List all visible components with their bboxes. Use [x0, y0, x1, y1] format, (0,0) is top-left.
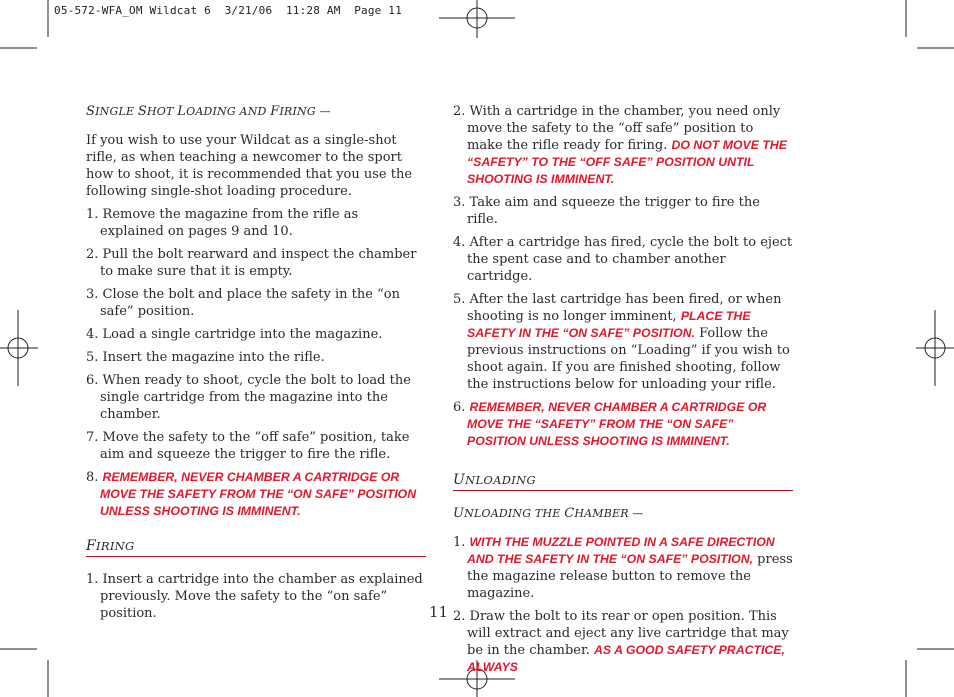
- firing-step-4: 4. After a cartridge has fired, cycle the bolt to eject the spent case and to chamber another cartridge.: [453, 235, 793, 284]
- safety-warning: AS A GOOD SAFETY PRACTICE, ALWAYS: [467, 643, 785, 674]
- unloading-step-1: 1. WITH THE MUZZLE POINTED IN A SAFE DIRECTION AND THE SAFETY IN THE “ON SAFE” POSITION, press the magazine release button to remove the magazine.: [453, 535, 793, 601]
- page-number: 11: [428, 603, 449, 621]
- safety-warning: REMEMBER, NEVER CHAMBER A CARTRIDGE OR MOVE THE “SAFETY” FROM THE “ON SAFE” POSITION UNLESS SHOOTING IS IMMINENT.: [467, 400, 767, 448]
- single-shot-intro: If you wish to use your Wildcat as a single-shot rifle, as when teaching a newcomer to the sport how to shoot, it is recommended that you use the following single-shot loading procedure.: [86, 133, 413, 199]
- single-shot-step-7: 7. Move the safety to the “off safe” position, take aim and squeeze the trigger to fire the rifle.: [86, 430, 410, 462]
- safety-warning: PLACE THE SAFETY IN THE “ON SAFE” POSITION.: [467, 309, 751, 340]
- unloading-chamber-heading: UNLOADING THE CHAMBER —: [453, 506, 644, 521]
- unloading-step-2: 2. Draw the bolt to its rear or open position. This will extract and eject any live cartridge that may be in the chamber. AS A GOOD SAFETY PRACTICE, ALWAYS: [453, 609, 789, 674]
- single-shot-step-2: 2. Pull the bolt rearward and inspect the chamber to make sure that it is empty.: [86, 247, 417, 279]
- safety-warning: REMEMBER, NEVER CHAMBER A CARTRIDGE OR MOVE THE SAFETY FROM THE “ON SAFE” POSITION UNLESS SHOOTING IS IMMINENT.: [100, 470, 417, 518]
- single-shot-step-6: 6. When ready to shoot, cycle the bolt to load the single cartridge from the magazine into the chamber.: [86, 373, 411, 422]
- registration-mark-top: [439, 0, 515, 38]
- firing-heading: FIRING: [86, 538, 426, 557]
- single-shot-step-8: 8. REMEMBER, NEVER CHAMBER A CARTRIDGE OR MOVE THE SAFETY FROM THE “ON SAFE” POSITION UNLESS SHOOTING IS IMMINENT.: [86, 470, 417, 518]
- single-shot-loading-heading: SINGLE SHOT LOADING AND FIRING —: [86, 104, 331, 119]
- firing-step-5: 5. After the last cartridge has been fired, or when shooting is no longer imminent, PLACE THE SAFETY IN THE “ON SAFE” POSITION. Follow the previous instructions on “Loading” if you wish to shoot again. If you are finished shooting, follow the instructions below for unloading your rifle.: [453, 292, 790, 392]
- firing-step-2: 2. With a cartridge in the chamber, you need only move the safety to the “off safe” position to make the rifle ready for firing. DO NOT MOVE THE “SAFETY” TO THE “OFF SAFE” POSITION UNTIL SHOOTING IS IMMINENT.: [453, 104, 787, 186]
- firing-step-1: 1. Insert a cartridge into the chamber as explained previously. Move the safety to the “on safe” position.: [86, 572, 423, 621]
- unloading-heading: UNLOADING: [453, 472, 793, 491]
- left-column: [86, 103, 426, 628]
- single-shot-step-4: 4. Load a single cartridge into the magazine.: [86, 327, 383, 342]
- firing-step-3: 3. Take aim and squeeze the trigger to fire the rifle.: [453, 195, 760, 227]
- firing-step-6: 6. REMEMBER, NEVER CHAMBER A CARTRIDGE OR MOVE THE “SAFETY” FROM THE “ON SAFE” POSITION UNLESS SHOOTING IS IMMINENT.: [453, 400, 767, 448]
- registration-mark-right: [916, 310, 954, 386]
- single-shot-steps: [86, 206, 426, 520]
- right-column: [453, 103, 793, 682]
- single-shot-step-1: 1. Remove the magazine from the rifle as explained on pages 9 and 10.: [86, 207, 359, 239]
- safety-warning: DO NOT MOVE THE “SAFETY” TO THE “OFF SAFE” POSITION UNTIL SHOOTING IS IMMINENT.: [467, 138, 787, 186]
- single-shot-step-5: 5. Insert the magazine into the rifle.: [86, 350, 325, 365]
- safety-warning: WITH THE MUZZLE POINTED IN A SAFE DIRECTION AND THE SAFETY IN THE “ON SAFE” POSITION,: [467, 535, 775, 566]
- single-shot-step-3: 3. Close the bolt and place the safety in the “on safe” position.: [86, 287, 400, 319]
- firing-steps-continued: [453, 103, 793, 450]
- print-slug: 05-572-WFA_OM Wildcat 6 3/21/06 11:28 AM Page 11: [54, 4, 402, 17]
- registration-mark-left: [0, 310, 38, 386]
